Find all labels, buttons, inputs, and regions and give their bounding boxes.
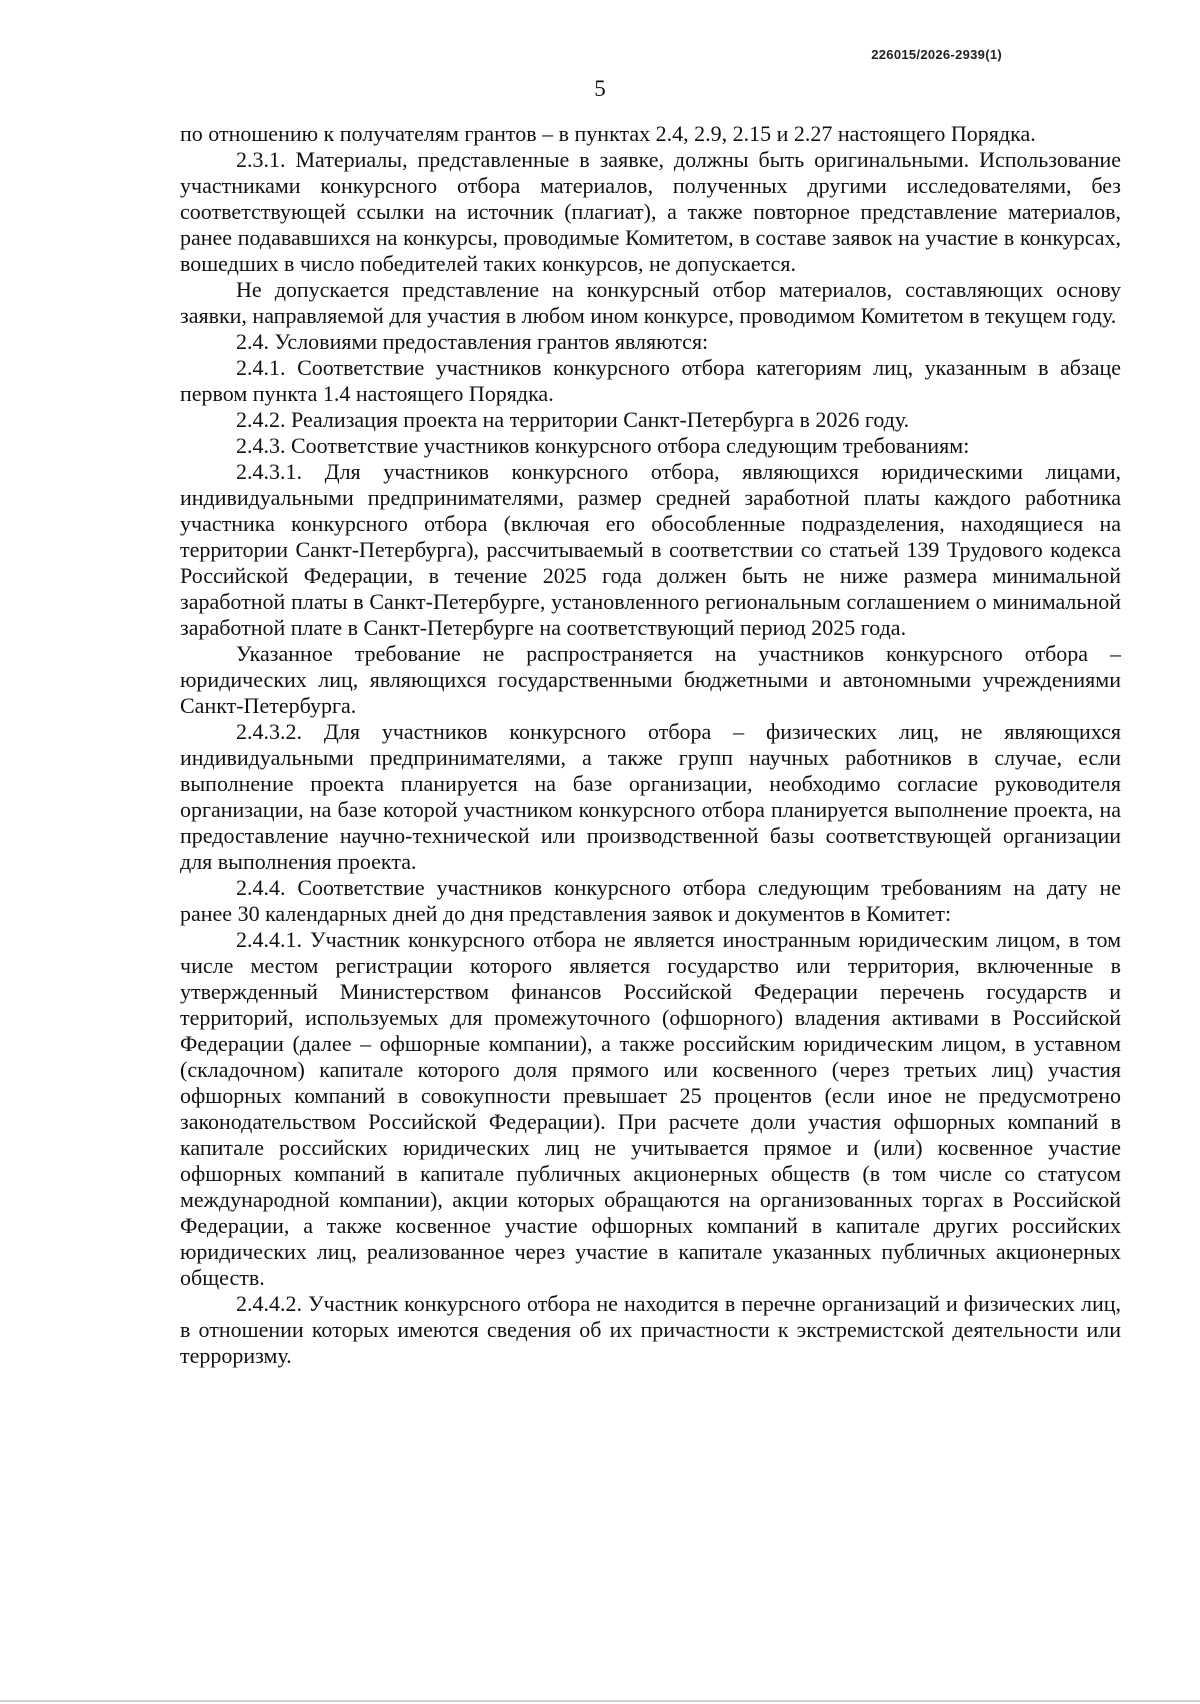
paragraph-requirement-exception: Указанное требование не распространяется на участников конкурсного отбора – юридических лиц, являющихся государственными бюджетными и автономными учреждениями Санкт-Петербурга. <box>180 641 1121 718</box>
paragraph-2-4-3-2: 2.4.3.2. Для участников конкурсного отбора – физических лиц, не являющихся индивидуальными предпринимателями, а также групп научных работников в случае, если выполнение проекта планируется на базе организации, необходимо согласие руководителя организации, на базе которой участником конкурсного отбора планируется выполнение проекта, на предоставление научно-технической или производственной базы соответствующей организации для выполнения проекта. <box>180 719 1121 874</box>
paragraph-2-4-4-1: 2.4.4.1. Участник конкурсного отбора не является иностранным юридическим лицом, в том числе местом регистрации которого является государство или территория, включенные в утвержденный Министерством финансов Российской Федерации перечень государств и территорий, используемых для промежуточного (офшорного) владения активами в Российской Федерации (далее – офшорные компании), а также российским юридическим лицом, в уставном (складочном) капитале которого доля прямого или косвенного (через третьих лиц) участия офшорных компаний в совокупности превышает 25 процентов (если иное не предусмотрено законодательством Российской Федерации). При расчете доли участия офшорных компаний в капитале российских юридических лиц не учитывается прямое и (или) косвенное участие офшорных компаний в капитале публичных акционерных обществ (в том числе со статусом международной компании), акции которых обращаются на организованных торгах в Российской Федерации, а также косвенное участие офшорных компаний в капитале других российских юридических лиц, реализованное через участие в капитале указанных публичных акционерных обществ. <box>180 927 1121 1290</box>
document-registration-number: 226015/2026-2939(1) <box>871 47 1002 62</box>
document-body <box>180 121 1121 1369</box>
paragraph-2-4-1: 2.4.1. Соответствие участников конкурсного отбора категориям лиц, указанным в абзаце первом пункта 1.4 настоящего Порядка. <box>180 355 1121 406</box>
paragraph-2-4-4: 2.4.4. Соответствие участников конкурсного отбора следующим требованиям на дату не ранее 30 календарных дней до дня представления заявок и документов в Комитет: <box>180 875 1121 926</box>
paragraph-2-4: 2.4. Условиями предоставления грантов являются: <box>236 329 709 354</box>
paragraph-continuation: по отношению к получателям грантов – в пунктах 2.4, 2.9, 2.15 и 2.27 настоящего Порядка. <box>180 121 1036 146</box>
page-number: 5 <box>594 76 606 101</box>
paragraph-no-duplicate-submission: Не допускается представление на конкурсный отбор материалов, составляющих основу заявки, направляемой для участия в любом ином конкурсе, проводимом Комитетом в текущем году. <box>180 277 1121 328</box>
paragraph-2-3-1: 2.3.1. Материалы, представленные в заявке, должны быть оригинальными. Использование участниками конкурсного отбора материалов, полученных другими исследователями, без соответствующей ссылки на источник (плагиат), а также повторное представление материалов, ранее подававшихся на конкурсы, проводимые Комитетом, в составе заявок на участие в конкурсах, вошедших в число победителей таких конкурсов, не допускается. <box>180 147 1121 276</box>
paragraph-2-4-3-1: 2.4.3.1. Для участников конкурсного отбора, являющихся юридическими лицами, индивидуальными предпринимателями, размер средней заработной платы каждого работника участника конкурсного отбора (включая его обособленные подразделения, находящиеся на территории Санкт-Петербурга), рассчитываемый в соответствии со статьей 139 Трудового кодекса Российской Федерации, в течение 2025 года должен быть не ниже размера минимальной заработной платы в Санкт-Петербурге, установленного региональным соглашением о минимальной заработной плате в Санкт-Петербурге на соответствующий период 2025 года. <box>180 459 1121 640</box>
paragraph-2-4-2: 2.4.2. Реализация проекта на территории Санкт-Петербурга в 2026 году. <box>236 407 910 432</box>
paragraph-2-4-4-2: 2.4.4.2. Участник конкурсного отбора не находится в перечне организаций и физических лиц, в отношении которых имеются сведения об их причастности к экстремистской деятельности или терроризму. <box>180 1291 1121 1368</box>
paragraph-2-4-3: 2.4.3. Соответствие участников конкурсного отбора следующим требованиям: <box>236 433 970 458</box>
scan-bottom-edge <box>0 1700 1200 1702</box>
